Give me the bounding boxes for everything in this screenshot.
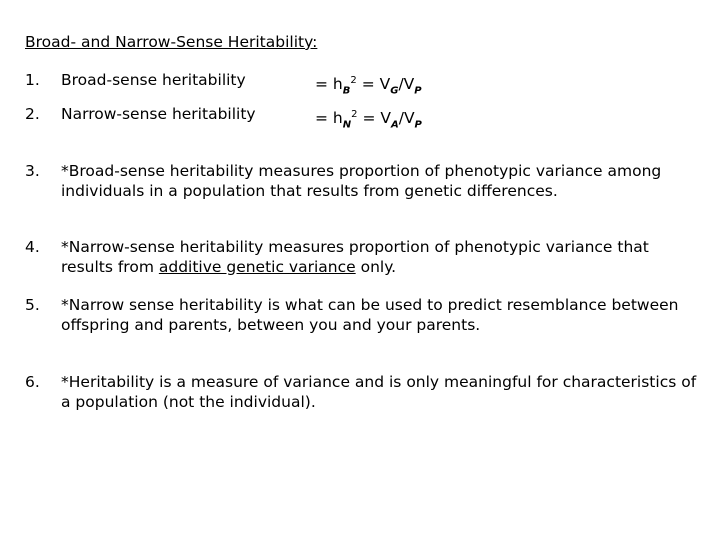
definition-broad-sense — [25, 71, 705, 97]
page-title: Broad- and Narrow-Sense Heritability: — [25, 33, 318, 51]
formula-slash: /V — [398, 109, 415, 128]
underlined-term: additive genetic variance — [158, 257, 356, 276]
item-number: 2. — [25, 105, 40, 123]
formula-eq: = V — [362, 109, 391, 128]
formula-slash: /V — [398, 75, 415, 94]
point-broad-sense-measure: *Broad-sense heritability measures proportion of phenotypic variance among individuals in a population that results from genetic differences. — [61, 162, 662, 200]
point-narrow-sense-measure — [61, 238, 701, 277]
item-number: 3. — [25, 162, 40, 180]
formula-eq: = V — [361, 75, 391, 94]
formula-prefix: = h — [315, 109, 343, 128]
point-text: only. — [355, 257, 397, 276]
formula-prefix: = h — [315, 75, 343, 94]
v1-subscript: A — [390, 119, 399, 131]
item-number: 5. — [25, 296, 40, 314]
h-subscript: N — [342, 119, 352, 131]
item-number: 1. — [25, 71, 40, 89]
formula-narrow-sense — [315, 105, 422, 134]
h-superscript: 2 — [350, 75, 357, 86]
item-number: 6. — [25, 373, 40, 391]
v2-subscript: P — [414, 119, 422, 131]
v2-subscript: P — [414, 85, 422, 97]
v1-subscript: G — [390, 85, 399, 97]
point-text: *Narrow-sense heritability measures proportion of phenotypic variance that results from — [61, 238, 649, 276]
definition-narrow-sense — [25, 105, 705, 131]
formula-broad-sense — [315, 71, 422, 100]
h-superscript: 2 — [351, 109, 358, 120]
definition-label: Broad-sense heritability — [61, 71, 246, 89]
item-number: 4. — [25, 238, 40, 256]
h-subscript: B — [342, 85, 351, 97]
point-heritability-variance: *Heritability is a measure of variance and is only meaningful for characteristics of a population (not the individual). — [61, 373, 697, 411]
definition-label: Narrow-sense heritability — [61, 105, 256, 123]
point-narrow-sense-prediction: *Narrow sense heritability is what can be used to predict resemblance between offspring and parents, between you and your parents. — [61, 296, 679, 334]
